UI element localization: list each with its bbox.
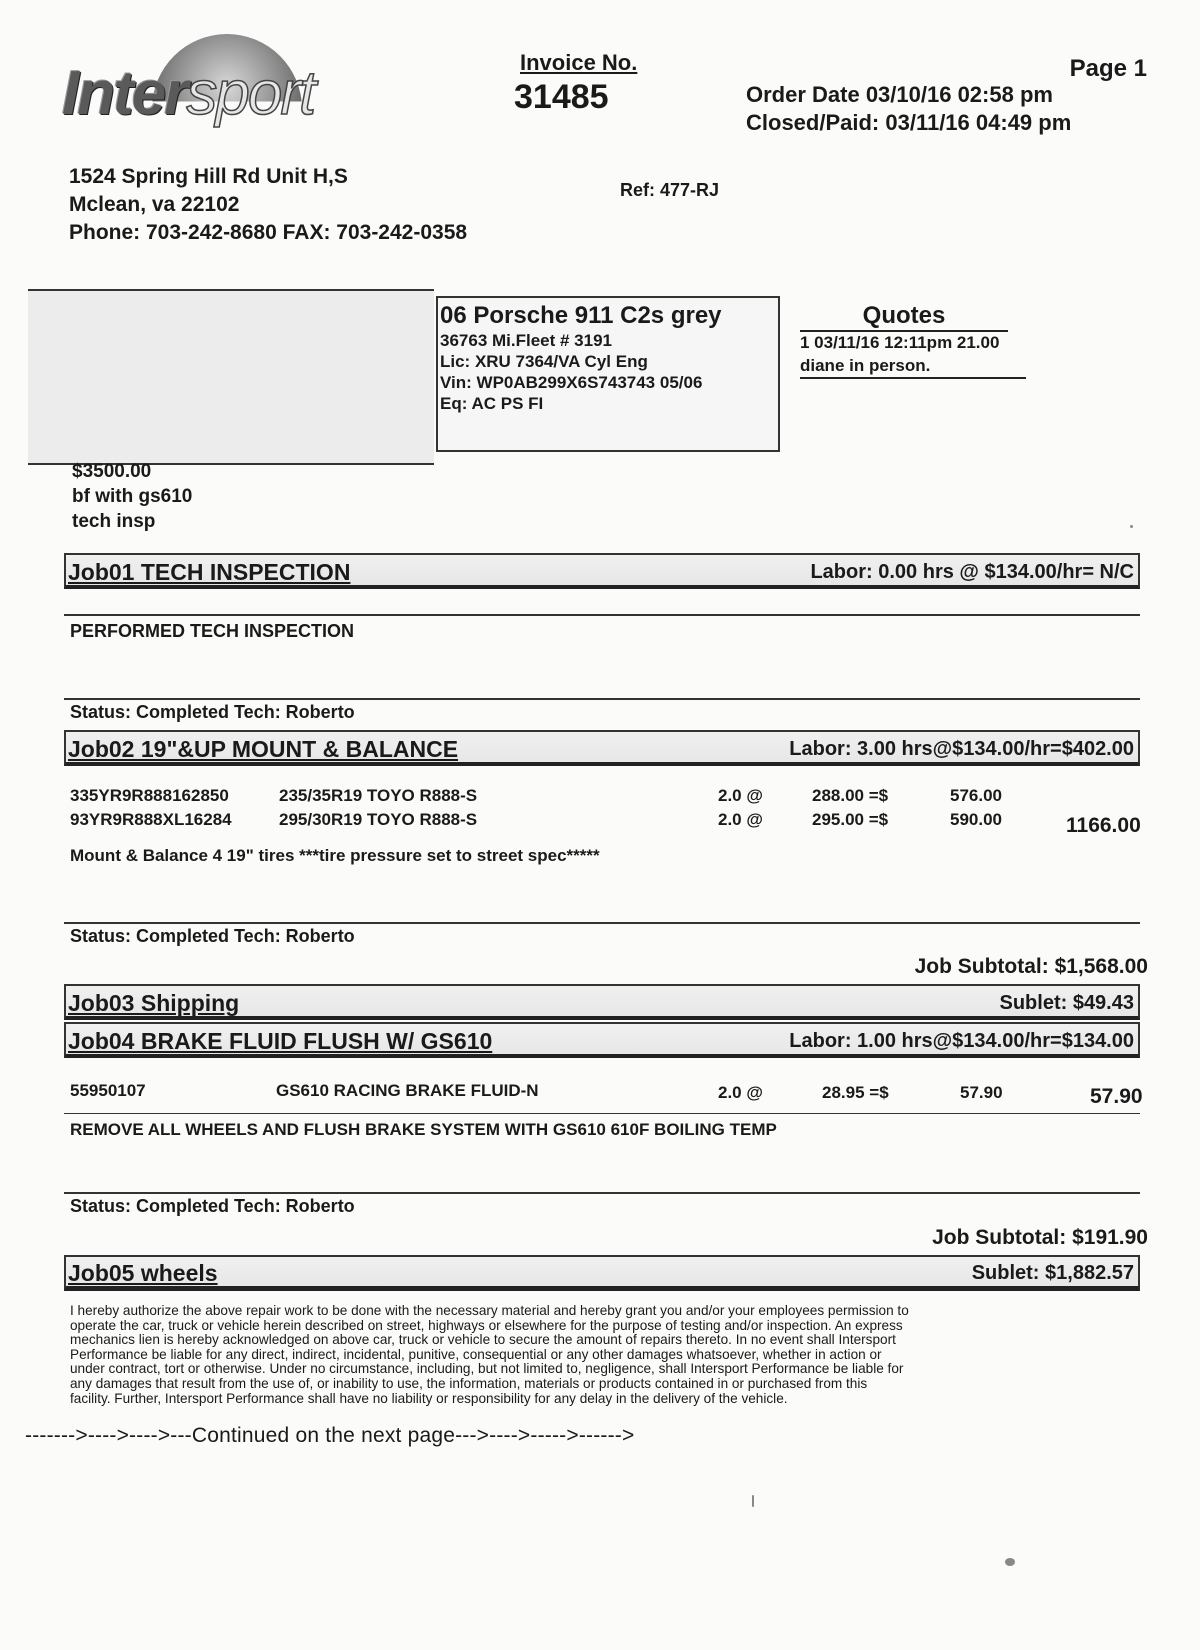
terms-line: mechanics lien is hereby acknowledged on above car, truck or vehicle to secure the amount of repairs thereto. In no event shall Intersport	[70, 1332, 896, 1348]
company-logo	[62, 28, 362, 128]
logo-text-inter: Inter	[62, 59, 187, 128]
divider	[64, 922, 1140, 924]
part-quantity: 2.0 @	[718, 810, 763, 829]
job-header-job05	[64, 1255, 1140, 1291]
job-sublet: Sublet: $49.43	[999, 992, 1134, 1014]
terms-line: under contract, tort or otherwise. Under no circumstance, including, but not limited to, negligence, shall Intersport Performance be liable for	[70, 1361, 904, 1377]
part-unit-price: 28.95 =$	[822, 1083, 889, 1102]
divider	[64, 614, 1140, 616]
quote-entry: 1 03/11/16 12:11pm 21.00	[800, 333, 1000, 352]
job-title: Job05 wheels	[68, 1260, 218, 1286]
continued-next-page: ------->---->---->---Continued on the next page--->---->----->------>	[25, 1424, 635, 1447]
page-number: Page 1	[1069, 55, 1147, 82]
terms-line: operate the car, truck or vehicle herein described on street, highways or elsewhere for the purpose of testing and/or inspection. An express	[70, 1317, 903, 1333]
job-labor: Labor: 3.00 hrs@$134.00/hr=$402.00	[789, 738, 1134, 760]
job-header-job02	[64, 730, 1140, 766]
job-title: Job04 BRAKE FLUID FLUSH W/ GS610	[68, 1028, 493, 1054]
job-title: Job03 Shipping	[68, 990, 240, 1016]
vehicle-title: 06 Porsche 911 C2s grey	[440, 302, 722, 329]
job-title: Job01 TECH INSPECTION	[68, 559, 351, 585]
job-title: Job02 19"&UP MOUNT & BALANCE	[68, 736, 459, 762]
divider	[64, 1192, 1140, 1194]
job-labor: Labor: 1.00 hrs@$134.00/hr=$134.00	[789, 1030, 1134, 1052]
invoice-number-label: Invoice No.	[520, 50, 638, 75]
vehicle-license: Lic: XRU 7364/VA Cyl Eng	[440, 352, 648, 371]
order-date: Order Date 03/10/16 02:58 pm	[746, 82, 1053, 107]
job-header-job03	[64, 984, 1140, 1020]
job-status: Status: Completed Tech: Roberto	[70, 1196, 355, 1216]
part-extended-price: 57.90	[960, 1083, 1003, 1102]
job-header-job04	[64, 1022, 1140, 1058]
scan-speck	[752, 1495, 754, 1507]
authorization-terms	[70, 1304, 1060, 1406]
job-subtotal: Job Subtotal: $1,568.00	[914, 955, 1148, 978]
vehicle-vin: Vin: WP0AB299X6S743743 05/06	[440, 373, 703, 392]
part-extended-price: 590.00	[950, 810, 1002, 829]
note-line: $3500.00	[72, 461, 152, 482]
terms-line: facility. Further, Intersport Performance shall have no liability or responsibility for any delay in the delivery of the vehicle.	[70, 1390, 788, 1406]
parts-total: 1166.00	[1066, 814, 1141, 837]
vehicle-mileage-fleet: 36763 Mi.Fleet # 3191	[440, 331, 613, 350]
part-quantity: 2.0 @	[718, 786, 763, 805]
terms-line: any damages that result from the use of, or inability to use, the information, materials or products contained in or purchased from this	[70, 1375, 868, 1391]
quotes-heading: Quotes	[800, 302, 1008, 332]
scan-speck	[1005, 1558, 1015, 1566]
job-status: Status: Completed Tech: Roberto	[70, 702, 355, 722]
part-description: GS610 RACING BRAKE FLUID-N	[276, 1081, 539, 1100]
part-unit-price: 295.00 =$	[812, 810, 889, 829]
reference-number: Ref: 477-RJ	[620, 180, 720, 200]
scan-speck	[1130, 525, 1133, 528]
part-number: 55950107	[70, 1081, 146, 1100]
job-sublet: Sublet: $1,882.57	[971, 1262, 1134, 1284]
logo-wordmark	[62, 58, 314, 129]
part-unit-price: 288.00 =$	[812, 786, 889, 805]
job-labor: Labor: 0.00 hrs @ $134.00/hr= N/C	[810, 561, 1134, 583]
closed-paid-date: Closed/Paid: 03/11/16 04:49 pm	[746, 110, 1072, 135]
order-notes	[72, 459, 192, 534]
quote-note: diane in person.	[800, 356, 1026, 379]
terms-line: I hereby authorize the above repair work to be done with the necessary material and hereby grant you and/or your employees permission to	[70, 1303, 909, 1318]
job-header-job01	[64, 553, 1140, 589]
invoice-number: 31485	[514, 78, 609, 116]
job-description: PERFORMED TECH INSPECTION	[70, 621, 355, 641]
vehicle-equipment: Eq: AC PS FI	[440, 394, 544, 413]
terms-line: Performance be liable for any direct, indirect, incidental, punitive, consequential or any other damages whatsoever, whether in action or	[70, 1346, 882, 1362]
phone-fax-line: Phone: 703-242-8680 FAX: 703-242-0358	[69, 221, 468, 244]
part-description: 295/30R19 TOYO R888-S	[279, 810, 478, 829]
company-address	[69, 163, 467, 247]
vehicle-info-box	[436, 296, 780, 452]
note-line: tech insp	[72, 511, 156, 532]
job-description: Mount & Balance 4 19" tires ***tire pressure set to street spec*****	[70, 846, 600, 865]
part-quantity: 2.0 @	[718, 1083, 763, 1102]
part-number: 93YR9R888XL16284	[70, 810, 232, 829]
address-line-2: Mclean, va 22102	[69, 193, 240, 216]
part-extended-price: 576.00	[950, 786, 1002, 805]
part-number: 335YR9R888162850	[70, 786, 229, 805]
job-status: Status: Completed Tech: Roberto	[70, 926, 355, 946]
part-description: 235/35R19 TOYO R888-S	[279, 786, 478, 805]
job-subtotal: Job Subtotal: $191.90	[932, 1226, 1148, 1249]
divider	[64, 698, 1140, 700]
job-description: REMOVE ALL WHEELS AND FLUSH BRAKE SYSTEM WITH GS610 610F BOILING TEMP	[70, 1120, 777, 1139]
address-line-1: 1524 Spring Hill Rd Unit H,S	[69, 165, 348, 188]
divider	[64, 1113, 1140, 1114]
customer-info-redacted	[28, 289, 434, 465]
note-line: bf with gs610	[72, 486, 193, 507]
parts-total: 57.90	[1090, 1085, 1143, 1108]
logo-text-sport: sport	[186, 59, 315, 128]
